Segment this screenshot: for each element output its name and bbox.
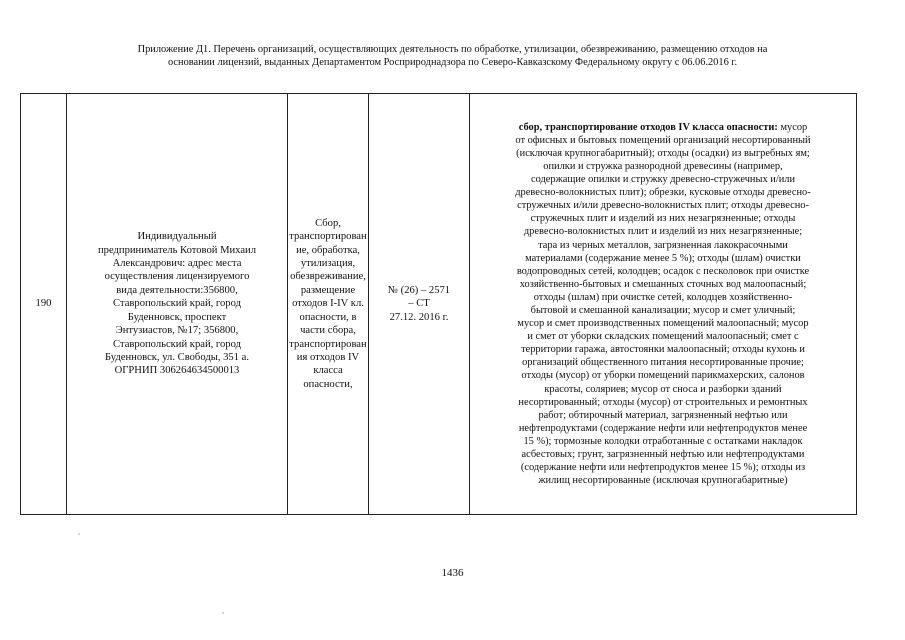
organizations-table: [20, 93, 857, 515]
table-row: [21, 94, 857, 515]
organization-line: Ставропольский край, город: [113, 338, 241, 350]
waste-line: красоты, соляриев; мусор от сноса и разборки зданий: [544, 383, 782, 395]
waste-line: от офисных и бытовых помещений организаций несортированный: [515, 134, 811, 146]
organization-text: [67, 230, 287, 377]
document-header: [0, 43, 905, 69]
activity-line: утилизация,: [300, 258, 356, 270]
header-line-1: Приложение Д1. Перечень организаций, осуществляющих деятельность по обработке, утилизации, обезвреживанию, размещению отходов на: [137, 44, 768, 55]
waste-line: несортированный; отходы (мусор) от строительных и ремонтных: [518, 396, 808, 408]
waste-line: опилки и стружка разнородной древесины (например,: [543, 160, 783, 172]
waste-line: хозяйственно-бытовых и смешанных сточных вод малоопасный;: [519, 278, 807, 290]
waste-line: (исключая крупногабаритный); отходы (осадки) из выгребных ям;: [516, 147, 810, 159]
organization-line: Энтузиастов, №17; 356800,: [115, 325, 239, 337]
organization-line: Буденновск, ул. Свободы, 351 а.: [104, 351, 250, 363]
waste-line: 15 %); тормозные колодки отработанные с остатками накладок: [523, 435, 803, 447]
organization-cell: [67, 94, 288, 515]
organization-line: вида деятельности:356800,: [116, 284, 238, 296]
activity-line: класса: [313, 365, 343, 377]
waste-line: отходы (шлам) при очистке сетей, колодцев хозяйственно-: [533, 291, 793, 303]
waste-line: древесно-волокнистых плит); обрезки, кусковые отходы древесно-: [515, 187, 811, 199]
waste-line: нефтепродуктами (содержание нефти или нефтепродуктов менее: [518, 422, 808, 434]
waste-line: и смет от уборки складских помещений малоопасный; смет с: [527, 331, 799, 343]
waste-line: водопроводных сетей, колодцев; осадок с песколовок при очистке: [516, 265, 810, 277]
waste-line: древесно-волокнистых плит и изделий из них незагрязненные;: [523, 226, 803, 238]
license-line: – СТ: [408, 298, 430, 310]
activity-line: транспортирован: [289, 338, 367, 350]
organization-line: Индивидуальный: [137, 231, 217, 243]
waste-line: содержащие опилки и стружку древесно-стружечных и/или: [530, 174, 796, 186]
waste-line: стружечных и/или древесно-волокнистых плит; отходы древесно-: [517, 200, 809, 212]
header-line-2: основании лицензий, выданных Департаментом Росприроднадзора по Северо-Кавказскому Федеральному округу с 06.06.2016 г.: [167, 57, 738, 68]
waste-line: мусор и смет производственных помещений малоопасный; мусор: [517, 318, 809, 330]
scan-speck: [78, 533, 80, 535]
organization-line: Александрович: адрес места: [112, 258, 242, 270]
activity-line: Сбор,: [315, 217, 341, 229]
activity-line: ие, обработка,: [296, 244, 360, 256]
activity-line: опасности, в: [299, 311, 357, 323]
activity-line: размещение: [300, 284, 356, 296]
organization-line: Ставропольский край, город: [113, 298, 241, 310]
waste-types-cell: [470, 94, 857, 515]
license-line: 27.12. 2016 г.: [389, 311, 449, 323]
row-number: 190: [35, 298, 52, 310]
waste-first-tail: мусор: [777, 121, 808, 133]
row-number-cell: [21, 94, 67, 515]
activity-line: опасности,: [303, 378, 353, 390]
waste-first-line: [470, 121, 856, 134]
waste-line: стружечных плит и изделий из них незагрязненные; отходы: [530, 213, 796, 225]
waste-line: материалами (содержание менее 5 %); отходы (шлам) очистки: [525, 252, 801, 264]
waste-types-text: [470, 121, 856, 488]
activity-line: ия отходов IV: [296, 351, 360, 363]
activity-line: транспортирован: [289, 231, 367, 243]
waste-line: работ; обтирочный материал, загрязненный нефтью или: [538, 409, 788, 421]
organization-line: осуществления лицензируемого: [104, 271, 250, 283]
waste-line: жилищ несортированные (исключая крупногабаритные): [538, 475, 788, 487]
activity-line: части сбора,: [300, 325, 356, 337]
activity-cell: [288, 94, 369, 515]
waste-line: тара из черных металлов, загрязненная лакокрасочными: [538, 239, 788, 251]
license-cell: [369, 94, 470, 515]
license-text: [369, 284, 469, 324]
activity-text: [288, 217, 368, 391]
organization-line: предприниматель Котовой Михаил: [98, 244, 256, 256]
activity-line: обезвреживание,: [290, 271, 366, 283]
waste-line: отходы (мусор) от уборки помещений парикмахерских, салонов: [521, 370, 805, 382]
page-number: 1436: [441, 567, 464, 579]
waste-line: территории гаража, автостоянки малоопасный; отходы кухонь и: [521, 344, 805, 356]
waste-line: асбестовых; грунт, загрязненный нефтью или нефтепродуктами: [521, 449, 805, 461]
waste-line: бытовой и смешанной канализации; мусор и смет уличный;: [530, 305, 796, 316]
organization-line: Буденновск, проспект: [127, 311, 227, 323]
license-line: № (26) – 2571: [387, 284, 451, 296]
scan-speck: [222, 612, 224, 614]
waste-line: организаций общественного питания несортированные прочие;: [522, 357, 804, 369]
organization-line: ОГРНИП 306264634500013: [114, 365, 240, 377]
activity-line: отходов I-IV кл.: [292, 298, 364, 310]
waste-heading: сбор, транспортирование отходов IV класса опасности:: [518, 121, 778, 133]
waste-line: (содержание нефти или нефтепродуктов менее 15 %); отходы из: [520, 462, 806, 474]
